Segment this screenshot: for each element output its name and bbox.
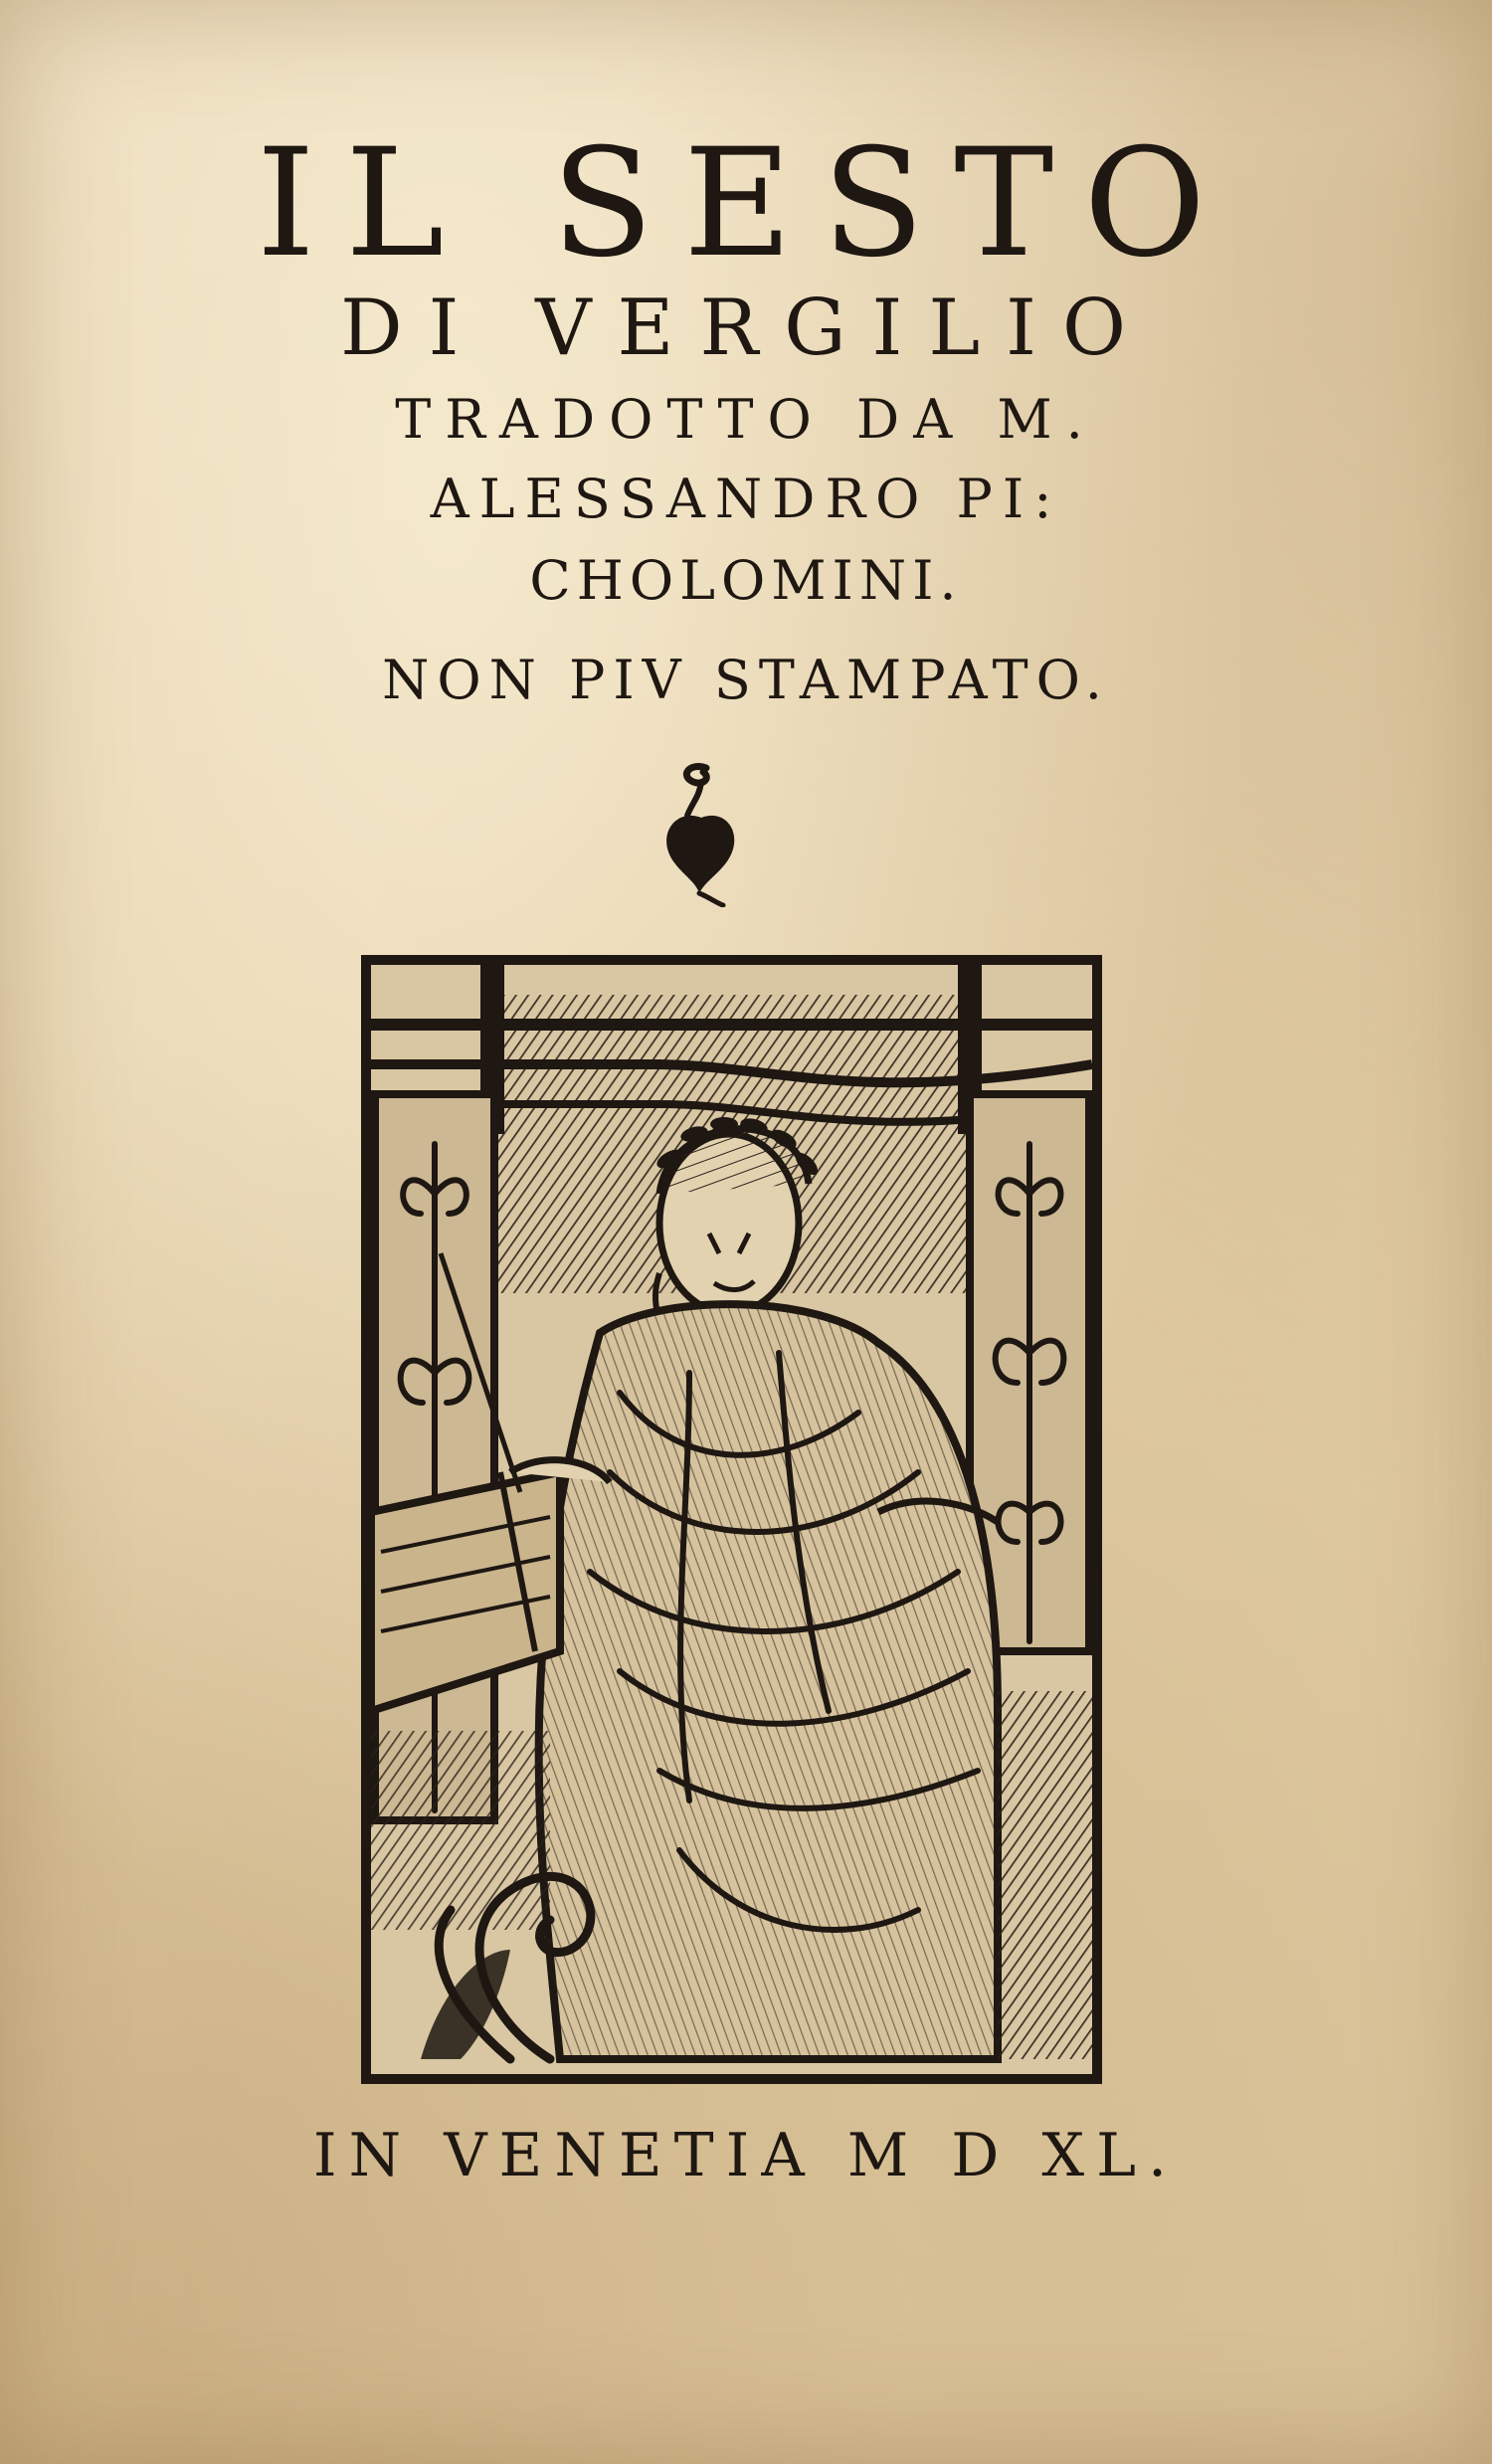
imprint: IN VENETIA M D XL. — [312, 2121, 1180, 2190]
woodcut-illustration — [361, 955, 1102, 2084]
title-line-1: IL SESTO — [256, 117, 1236, 290]
title-line-4: ALESSANDRO PI: — [430, 468, 1062, 530]
title-line-5: CHOLOMINI. — [529, 549, 963, 612]
leaf-fleuron-icon — [652, 758, 751, 907]
subtitle: NON PIV STAMPATO. — [382, 649, 1110, 711]
title-line-3: TRADOTTO DA M. — [395, 388, 1097, 451]
title-line-2: DI VERGILIO — [340, 284, 1152, 373]
